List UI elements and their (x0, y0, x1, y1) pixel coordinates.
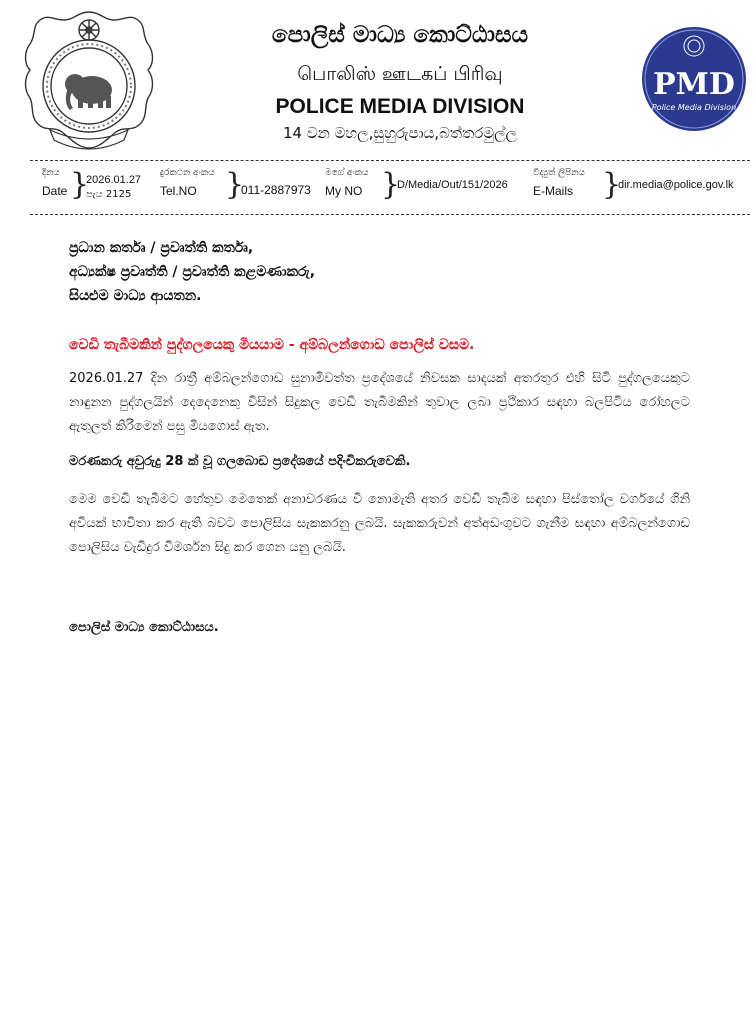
paragraph-investigation (69, 488, 690, 560)
my-no-label-en: My NO (325, 184, 363, 198)
tel-value: 011-2887973 (241, 183, 311, 197)
pmd-logo (640, 18, 748, 140)
letterhead (0, 0, 753, 160)
email-label-en: E-Mails (533, 184, 574, 198)
signoff: පොලිස් මාධ්‍ය කොට්ඨාසය. (69, 620, 219, 635)
reference-strip (30, 160, 750, 215)
tel-field (160, 165, 215, 201)
brace: } (70, 167, 90, 202)
recipient-line: ප්‍රධාන කර්තෘ / ප්‍රවෘත්ති කර්තෘ, (69, 240, 254, 256)
paragraph-text: 2026.01.27 දින රාත්‍රී අම්බලන්ගොඩ සුනාමිවත්ත ප්‍රදේශයේ නිවසක සාදයක් අතරතුර එහි සිටි පුද්ගලයෙකුට නාඳුනන පුද්ගලයින් දෙදෙනෙකු විසින් සිදුකල වෙඩි තැබීමකින් තුවාල ලබා ප්‍රථිකාර සඳහා බලපිටිය රෝහලට ඇතුලත් කිරීමෙන් පසු මියගොස් ඇත. (69, 371, 690, 434)
my-no-value: D/Media/Out/151/2026 (397, 179, 508, 191)
paragraph-incident (69, 367, 690, 439)
paragraph-text: මරණකරු අවුරුදු 28 ක් වූ ගලබොඩ ප්‍රදේශයේ පදිංචිකරුවෙකි. (69, 454, 411, 469)
recipient-line: සියළුම මාධ්‍ය ආයතන. (69, 288, 202, 304)
date-value: 2026.01.27 (86, 174, 142, 186)
pmd-logo-text: PMD (653, 67, 735, 102)
brace: } (225, 167, 245, 202)
email-field (533, 165, 585, 201)
my-no-label-si: මගේ අංකය (325, 168, 369, 178)
my-no-field (325, 165, 369, 201)
date-label-en: Date (42, 184, 68, 198)
paragraph-text: මෙම වෙඩි තැබීමට හේතුව මෙතෙක් අනාවරණය වී නොමැති අතර වෙඩි තැබීම සඳහා පිස්තෝල වර්ගයේ ගිනි අවියක් භාවිතා කර ඇති බවට පොලිසිය සැකකරනු ලබයි. සැකකරුවන් අත්අඩංගුවට ගැනීම සඳහා අම්බලන්ගොඩ පොලිසිය වැඩිදුර විමර්ශන සිදු කර ගෙන යනු ලබයි. (69, 492, 690, 555)
office-address: 14 වන මහල,සුහුරුපාය,බත්තරමුල්ල (283, 124, 517, 142)
office-title-tamil: பொலிஸ் ஊடகப் பிரிவு (297, 63, 503, 85)
brace: } (602, 167, 622, 202)
pmd-logo-subtext: Police Media Division (651, 103, 737, 112)
date-label-si: දිනය (42, 168, 60, 178)
email-value: dir.media@police.gov.lk (618, 179, 734, 191)
recipient-line: අධ්‍යක්ෂ ප්‍රවෘත්ති / ප්‍රවෘත්ති කළමණාකරු, (69, 264, 316, 280)
police-crest-logo (20, 8, 158, 158)
email-label-si: විද්‍යුත් ලිපිනය (533, 168, 585, 178)
office-title-sinhala: පොලිස් මාධ්‍ය කොට්ඨාසය (271, 22, 529, 48)
headline: වෙඩි තැබීමකින් පුද්ගලයෙකු මියයාම - අම්බලන්ගොඩ පොලිස් වසම. (69, 337, 475, 353)
paragraph-victim (69, 450, 690, 474)
date-field (42, 165, 67, 201)
office-title-english: POLICE MEDIA DIVISION (275, 95, 525, 118)
tel-label-si: දුරකථන අංකය (160, 168, 215, 178)
time-value: පැය 2125 (86, 189, 132, 200)
brace: } (381, 167, 401, 202)
tel-label-en: Tel.NO (160, 184, 197, 198)
